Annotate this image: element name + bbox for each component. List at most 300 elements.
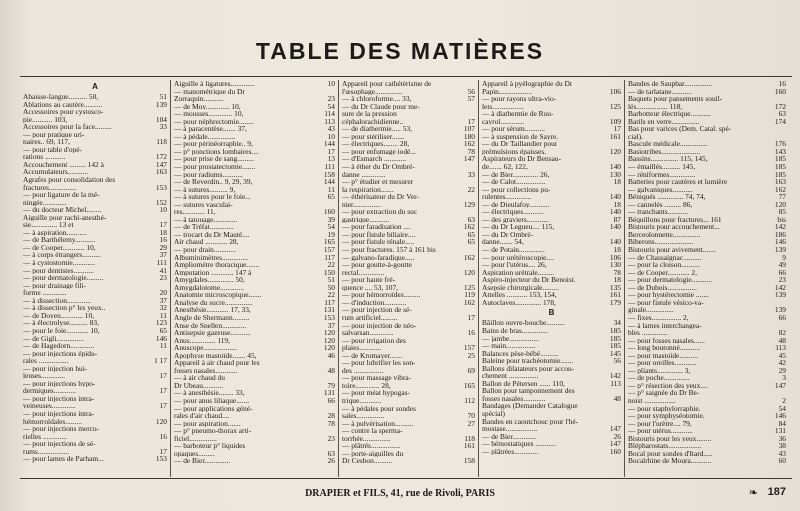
index-entry <box>174 291 335 299</box>
entry-page: 78 <box>613 267 621 277</box>
entry-label: — pour injection de sé- <box>342 306 412 314</box>
entry-page: 11 <box>159 341 167 351</box>
index-entry <box>23 138 167 146</box>
entry-label: opaques......... <box>174 449 215 458</box>
entry-label: nier............... <box>342 200 381 209</box>
entry-label: — pour injections intra- <box>23 394 95 403</box>
entry-page: 120 <box>463 267 475 277</box>
entry-page: 140 <box>609 237 621 247</box>
entry-page: 118 <box>156 137 167 147</box>
entry-page: 66 <box>778 312 786 322</box>
entry-page: 142 <box>774 282 786 292</box>
entry-label: — pour symphyséotomie. <box>628 412 705 420</box>
entry-label: — du Dr Ombré- <box>482 230 534 239</box>
entry-label: Amygdales.............. 50, <box>174 276 245 284</box>
entry-page: 172 <box>774 101 786 111</box>
index-entry <box>482 410 621 418</box>
index-entry <box>628 223 786 231</box>
entry-page: 140 <box>609 207 621 217</box>
entry-page: 179 <box>609 297 621 307</box>
index-column <box>171 80 339 477</box>
entry-label: — pour lames de Parham... <box>23 455 104 463</box>
entry-label: Berceolonnette............... <box>628 230 701 239</box>
entry-label: — fixes................ 2, <box>628 313 689 322</box>
entry-page: 119 <box>464 290 475 300</box>
index-entry <box>342 140 475 148</box>
entry-page: 29 <box>159 242 167 252</box>
entry-label: — à lames interchangea- <box>628 321 702 330</box>
entry-label: Biberons..................... <box>628 238 694 247</box>
entry-label: — à pédales pour sondes <box>342 404 416 413</box>
entry-page <box>783 125 786 133</box>
entry-label: Anus.............. 119, <box>174 336 230 345</box>
entry-label: cayrol............. <box>482 117 525 126</box>
entry-label: ningée............. <box>23 198 67 207</box>
entry-label: rales d'air chaud.... <box>174 412 230 420</box>
entry-label: — jambe................ <box>482 334 539 343</box>
entry-label: spécial) <box>482 409 505 418</box>
entry-label: — barboteur p° liquides <box>174 442 246 450</box>
index-entry <box>23 410 167 418</box>
entry-page: 54 <box>327 222 335 232</box>
entry-page: 23 <box>159 273 167 283</box>
index-entry <box>23 282 167 290</box>
entry-label: rum artificiel......... <box>342 313 398 322</box>
index-entry <box>342 261 475 269</box>
entry-page: 176 <box>774 139 786 149</box>
entry-page: 165 <box>323 237 335 247</box>
index-entry <box>482 216 621 224</box>
entry-label: — pour fistule vésico-va- <box>628 298 704 307</box>
entry-page: 42 <box>778 358 786 368</box>
entry-page: 109 <box>609 116 621 126</box>
entry-page: 185 <box>609 325 621 335</box>
entry-label: — pour périnéorraphie.. 9, <box>174 140 253 148</box>
entry-page: 38 <box>778 441 786 451</box>
index-entry <box>174 254 335 262</box>
entry-page: 131 <box>323 305 335 315</box>
entry-label: — de Cooper............ 10, <box>23 243 96 252</box>
entry-page: 32 <box>159 303 167 313</box>
entry-page: 145 <box>609 348 621 358</box>
index-entry <box>628 314 786 322</box>
index-entry <box>23 365 167 373</box>
index-entry <box>23 131 167 139</box>
entry-label: Anatomie microscopique....... <box>174 291 262 299</box>
entry-label: Angle de Shermann......... <box>174 313 250 322</box>
index-entry <box>628 306 786 314</box>
entry-label: rums................. <box>23 447 70 456</box>
entry-label: quence .... 53, 107, <box>342 283 399 292</box>
entry-page: 84 <box>778 418 786 428</box>
index-entry <box>342 405 475 413</box>
entry-page: 17 <box>159 386 167 396</box>
entry-page: 10 <box>159 205 167 215</box>
index-entry <box>628 216 786 224</box>
entry-page: 78 <box>327 418 335 428</box>
entry-page: 22 <box>327 260 335 270</box>
entry-page: 56 <box>467 86 475 96</box>
entry-page: 37 <box>159 295 167 305</box>
entry-label: Bâillon ouvre-bouche.......... <box>482 319 565 327</box>
index-entry <box>482 231 621 239</box>
entry-label: — à anesthésie........ 33, <box>174 389 245 397</box>
index-entry <box>23 206 167 214</box>
index-entry <box>628 284 786 292</box>
index-entry <box>174 412 335 420</box>
index-entry <box>628 88 786 96</box>
entry-label: — à éther du Dr Ombré- <box>342 163 415 171</box>
entry-page: 10 <box>327 80 335 88</box>
index-entry <box>482 276 621 284</box>
entry-label: Béquillons pour fractures... 161 <box>628 215 722 224</box>
entry-label: — pour injection hui- <box>23 364 88 373</box>
entry-label: pie........... 103, <box>23 115 68 124</box>
index-entry <box>342 337 475 345</box>
index-entry <box>482 155 621 163</box>
index-entry <box>342 314 475 322</box>
entry-page: 28 <box>327 411 335 421</box>
index-entry <box>482 171 621 179</box>
entry-page: 34 <box>613 318 621 328</box>
index-entry <box>23 274 167 282</box>
index-entry <box>174 306 335 314</box>
index-column <box>625 80 789 477</box>
entry-label: naires.. 69, 117, <box>23 138 70 146</box>
entry-label: — pour faradisation .... <box>342 223 411 231</box>
entry-page: 26 <box>613 431 621 441</box>
entry-label: Bandages (Demander Catalogue <box>482 402 578 410</box>
entry-page: 118 <box>464 433 475 443</box>
entry-label: — pour urétéroscopie.... <box>482 253 554 262</box>
index-entry <box>174 148 335 156</box>
index-entry <box>174 382 335 390</box>
entry-label: — réniformes.............. <box>628 170 696 179</box>
entry-label: Accouchement ......... 142 à <box>23 160 104 169</box>
entry-label: — p° ponctions lombaires.... <box>174 147 259 156</box>
entry-page: 153 <box>323 312 335 322</box>
entry-label: Ballon de Pétersen ...... 110, <box>482 379 565 388</box>
entry-label: Aspirateurs du Dr Bensau- <box>482 155 562 164</box>
index-entry <box>482 238 621 246</box>
index-entry <box>23 123 167 131</box>
entry-label: — pour stériliser....... <box>342 132 405 141</box>
entry-label: — de poche.............. <box>628 374 690 382</box>
index-entry <box>23 342 167 350</box>
index-column <box>479 80 625 477</box>
entry-label: forme ............. <box>23 289 67 297</box>
entry-label: rales ................ <box>23 357 69 365</box>
index-entry <box>628 238 786 246</box>
index-entry <box>482 148 621 156</box>
entry-page: 185 <box>609 341 621 351</box>
entry-page: 60 <box>778 456 786 466</box>
entry-page: 120 <box>323 328 335 338</box>
entry-label: Baleine pour trachéotomie....... <box>482 357 574 365</box>
entry-page: 39 <box>327 214 335 224</box>
index-entry <box>23 116 167 124</box>
entry-label: rations ........... <box>23 153 66 161</box>
entry-page: 23 <box>778 275 786 285</box>
entry-label: — pour lubrifier les son- <box>342 359 416 367</box>
entry-label: — de Kromayer....... <box>342 351 403 360</box>
index-entry <box>23 229 167 237</box>
index-entry <box>342 193 475 201</box>
entry-label: — pour hystérectomie ....... <box>628 291 709 299</box>
index-entry <box>482 103 621 111</box>
entry-page: 33 <box>159 122 167 132</box>
index-entry <box>342 322 475 330</box>
index-entry <box>174 457 335 465</box>
entry-label: Appareil pour cathétérisme de <box>342 80 432 88</box>
entry-page: 51 <box>159 92 167 101</box>
entry-label: — des graviers............ <box>482 215 549 224</box>
entry-label: — pour méat hypogas- <box>342 389 410 397</box>
entry-page: 146 <box>774 411 786 421</box>
index-entry <box>23 259 167 267</box>
entry-label: Accumulateurs........... <box>23 168 89 177</box>
index-entry <box>23 214 167 222</box>
entry-page: 48 <box>327 365 335 375</box>
index-entry <box>342 412 475 420</box>
entry-page: 146 <box>774 237 786 247</box>
entry-page: 54 <box>327 101 335 111</box>
index-entry <box>342 427 475 435</box>
entry-label: — manométrique du Dr <box>174 87 245 96</box>
entry-label: Baquets pour pansements souil- <box>628 95 723 103</box>
index-entry <box>482 387 621 395</box>
index-entry <box>174 103 335 111</box>
entry-page: 120 <box>155 416 167 426</box>
entry-page: 18 <box>613 177 621 187</box>
index-entry <box>23 184 167 192</box>
index-entry <box>628 186 786 194</box>
index-entry <box>628 163 786 171</box>
entry-label: — pour applications géné- <box>174 404 253 413</box>
entry-label: — à pulvérisation.......... <box>342 419 414 428</box>
entry-label: — pour injections de sé- <box>23 440 96 448</box>
entry-page: 56 <box>613 356 621 366</box>
entry-label: Balances pèse-bébé.......... <box>482 349 559 358</box>
entry-page: 57 <box>467 94 475 104</box>
index-entry <box>174 110 335 118</box>
index-entry <box>628 382 786 390</box>
index-entry <box>174 405 335 413</box>
entry-label: Amygdalotome............. <box>174 283 244 292</box>
entry-page: 17 <box>159 401 167 411</box>
entry-page: 125 <box>609 101 621 111</box>
entry-page: 10 <box>327 131 335 141</box>
index-entry <box>482 88 621 96</box>
entry-page: 147 <box>774 380 786 390</box>
index-entry <box>174 178 335 186</box>
entry-label: — pour dentistes........... <box>23 266 94 275</box>
index-entry <box>482 418 621 426</box>
index-entry <box>628 344 786 352</box>
index-entry <box>342 223 475 231</box>
entry-page: 66 <box>778 267 786 277</box>
entry-page: 36 <box>778 433 786 443</box>
entry-page: 146 <box>155 333 167 343</box>
entry-page: 23 <box>327 94 335 104</box>
entry-label: — trocart du Dr Mauté.... <box>174 230 250 239</box>
entry-page: 18 <box>613 245 621 255</box>
entry-page: 163 <box>774 177 786 187</box>
entry-page: 18 <box>159 227 167 237</box>
entry-page: 174 <box>774 116 786 126</box>
index-entry <box>628 420 786 428</box>
index-entry <box>342 110 475 118</box>
index-entry <box>174 125 335 133</box>
entry-label: — pour staphylorraphie. <box>628 404 701 413</box>
entry-page: 120 <box>609 146 621 156</box>
entry-page: 160 <box>609 446 621 456</box>
index-entry <box>482 178 621 186</box>
entry-page: 63 <box>778 109 786 119</box>
entry-page: 16 <box>159 235 167 245</box>
index-entry <box>482 186 621 194</box>
entry-label: fosses nasales............ <box>482 394 546 403</box>
entry-label: — pour injections épidu- <box>23 349 98 358</box>
index-entry <box>174 269 335 277</box>
entry-label: — pour injections hypo- <box>23 379 96 388</box>
entry-label: — à électrolyse.......... 83, <box>23 319 99 327</box>
index-entry <box>23 425 167 433</box>
entry-label: — pour injections mercu- <box>23 425 100 433</box>
entry-label: Amputation ............ 147 à <box>174 268 252 277</box>
index-entry <box>342 216 475 224</box>
entry-label: Basiotribes..................... <box>628 147 701 156</box>
entry-page: 43 <box>327 124 335 134</box>
section-letter: B <box>548 308 555 318</box>
entry-label: — de Cooper............ 2, <box>628 268 697 277</box>
entry-page: 120 <box>774 199 786 209</box>
entry-page: 130 <box>609 169 621 179</box>
index-entry <box>628 246 786 254</box>
page-title: TABLE DES MATIÈRES <box>255 38 545 64</box>
entry-label: — pour la cloison.......... <box>628 261 700 269</box>
entry-page: 106 <box>609 86 621 96</box>
index-entry <box>342 329 475 337</box>
index-entry <box>628 329 786 337</box>
index-entry <box>482 133 621 141</box>
entry-label: — pour prostatectomie....... <box>174 163 256 171</box>
entry-page: 140 <box>609 192 621 202</box>
entry-page: 147 <box>609 424 621 434</box>
entry-page: 2 <box>782 395 786 405</box>
index-entry <box>482 440 621 448</box>
entry-label: Aspiro-injecteur du Dr Benoist. <box>482 276 576 284</box>
entry-label: — pour dermatologie......... <box>23 274 104 282</box>
entry-page: 17 <box>159 371 167 381</box>
entry-page: 139 <box>774 290 786 300</box>
entry-page: 161 <box>609 131 621 141</box>
entry-page: 185 <box>774 162 786 172</box>
entry-label: — à tatouage............. <box>174 215 238 224</box>
index-entry <box>628 125 786 133</box>
entry-label: — pour drainage fili- <box>23 281 87 290</box>
entry-page: 113 <box>324 116 335 126</box>
entry-label: — contre la sperma- <box>342 427 403 435</box>
entry-page <box>618 410 621 418</box>
index-entry <box>628 269 786 277</box>
entry-page: 186 <box>774 229 786 239</box>
entry-label: — de Bier.............. 26, <box>482 170 550 179</box>
index-entry <box>482 342 621 350</box>
entry-label: Papin.................. <box>482 87 533 96</box>
entry-label: trique............ <box>342 396 382 405</box>
entry-page: 11 <box>327 184 335 194</box>
index-entry <box>482 372 621 380</box>
index-entry <box>23 327 167 335</box>
entry-label: Bascule médicale............... <box>628 140 708 148</box>
entry-page: 160 <box>774 86 786 96</box>
index-entry <box>174 133 335 141</box>
entry-label: — de Bier.............. <box>174 457 231 465</box>
entry-page: 107 <box>463 124 475 134</box>
entry-label: l'œsophage............... <box>342 87 403 96</box>
entry-page: 185 <box>774 169 786 179</box>
entry-label: noist ................. <box>628 396 676 405</box>
entry-label: Anse de Snellen............. <box>174 321 247 330</box>
index-entry <box>342 276 475 284</box>
entry-label: — plâtrées............. <box>482 447 539 456</box>
entry-label: — d'Esmarch ............ <box>342 155 407 164</box>
entry-label: — pour drain............ <box>174 246 236 254</box>
index-entry <box>174 276 335 284</box>
entry-label: — pour dermatologie........... <box>628 276 712 284</box>
entry-page: 147 <box>609 439 621 449</box>
index-entry <box>23 221 167 229</box>
index-entry <box>342 382 475 390</box>
index-entry <box>23 440 167 448</box>
index-entry <box>174 163 335 171</box>
entry-page: 65 <box>327 192 335 202</box>
index-entry <box>482 350 621 358</box>
entry-label: — à diathermie de Rou- <box>482 110 554 118</box>
index-entry <box>23 372 167 380</box>
entry-label: la respiration....... <box>342 185 394 194</box>
entry-page: 157 <box>323 245 335 255</box>
entry-page: 143 <box>774 146 786 156</box>
entry-page: 117 <box>324 297 335 307</box>
index-entry <box>628 389 786 397</box>
entry-label: Aiguille pour rachi-anesthé- <box>23 213 107 222</box>
entry-label: Bains de bras.............. <box>482 326 548 335</box>
entry-page: 131 <box>323 388 335 398</box>
index-columns <box>20 80 792 477</box>
entry-label: — de Chassaignac.......... <box>628 253 702 262</box>
entry-page: 18 <box>613 199 621 209</box>
entry-label: — de Bier............. <box>482 432 537 441</box>
entry-label: — émaillés.......... 145, <box>628 163 696 171</box>
index-entry <box>174 314 335 322</box>
entry-page: 17 <box>159 220 167 230</box>
entry-page: 114 <box>324 109 335 119</box>
entry-label: Bocal pour sondes d'Itard..... <box>628 449 713 458</box>
entry-label: — électriques........ 28, <box>342 140 410 148</box>
entry-label: gastrique........... <box>342 215 390 224</box>
index-entry <box>628 374 786 382</box>
entry-label: torrhée............... <box>342 434 391 443</box>
entry-label: Dr Ubeau........... <box>174 381 224 390</box>
entry-page: 63 <box>467 214 475 224</box>
entry-label: Aiguille à ligatures............. <box>174 80 255 88</box>
index-entry <box>628 118 786 126</box>
index-entry <box>342 125 475 133</box>
index-entry <box>482 254 621 262</box>
entry-label: Bistouris pour avivement....... <box>628 246 716 254</box>
